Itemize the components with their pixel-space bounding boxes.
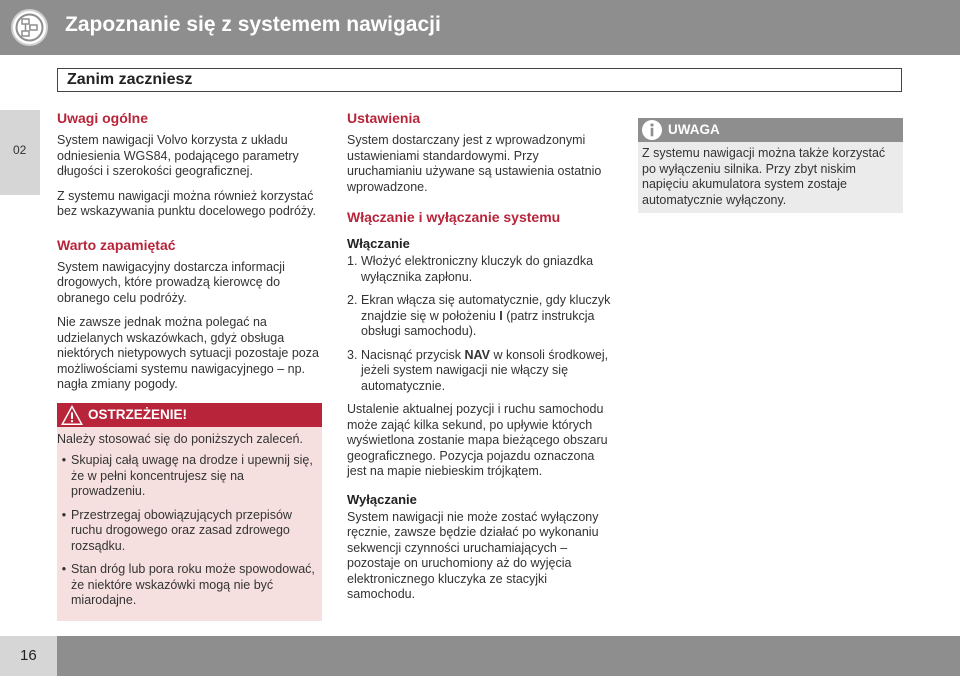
heading-remember: Warto zapamiętać: [57, 236, 176, 253]
section-title: Zanim zaczniesz: [67, 71, 193, 88]
paragraph: Ustalenie aktualnej pozycji i ruchu samochodu może zająć kilka sekund, po upływie których wyświetlona zostanie mapa bieżącego obszaru geograficznego. Pozycja pojazdu oznaczona jest na mapie niebieskim trójkątem.: [347, 402, 608, 478]
steps-list: [347, 254, 612, 394]
page-number: 16: [20, 647, 37, 664]
navigation-system-icon: [11, 9, 48, 46]
warning-box: [57, 403, 322, 621]
chapter-number: 02: [13, 143, 27, 157]
chapter-tab: [0, 110, 40, 195]
column-3: [638, 114, 903, 213]
section-bar: [57, 68, 902, 92]
page-number-box: [0, 636, 57, 676]
list-item: • Stan dróg lub pora roku może spowodować, że niektóre wskazówki mogą nie być miarodajne.: [61, 562, 315, 607]
heading-on-off: Włączanie i wyłączanie systemu: [347, 209, 561, 225]
paragraph: System nawigacyjny dostarcza informacji drogowych, które prowadzą kierowcę do obranego celu podróży.: [57, 259, 285, 305]
heading-settings: Ustawienia: [347, 110, 421, 126]
paragraph: System nawigacji Volvo korzysta z układu odniesienia WGS84, podającego parametry długości i szerokości geograficznej.: [57, 133, 299, 178]
warning-intro: Należy stosować się do poniższych zaleceń.: [57, 431, 303, 446]
warning-body: [57, 427, 322, 621]
list-item: 1. Włożyć elektroniczny kluczyk do gniazdka wyłącznika zapłonu.: [347, 254, 594, 284]
list-item: 3. Nacisnąć przycisk NAV w konsoli środkowej, jeżeli system nawigacji nie włączy się automatycznie.: [347, 347, 609, 393]
note-title: UWAGA: [668, 122, 720, 138]
subheading-off: Wyłączanie: [347, 491, 417, 507]
info-icon: [640, 119, 664, 141]
warning-title: OSTRZEŻENIE!: [88, 406, 188, 422]
list-item: 2. Ekran włącza się automatycznie, gdy kluczyk znajdzie się w położeniu I (patrz instrukcja obsługi samochodu).: [347, 293, 611, 338]
heading-general-notes: Uwagi ogólne: [57, 110, 148, 126]
column-2: [347, 110, 612, 612]
paragraph: Z systemu nawigacji można również korzystać bez wskazywania punktu docelowego podróży.: [57, 188, 316, 218]
page-header: [0, 0, 960, 55]
page-footer: [0, 636, 960, 676]
warning-header: [57, 403, 322, 427]
note-header: [638, 118, 903, 142]
note-box: [638, 118, 903, 213]
warning-triangle-icon: [60, 404, 84, 426]
paragraph: System nawigacji nie może zostać wyłączony ręcznie, zawsze będzie działać po wykonaniu sekwencji czynności uruchamiających – pozostaje on uruchomiony aż do wyjęcia elektronicznego kluczyka ze stacyjki samochodu.: [347, 509, 599, 601]
note-body: Z systemu nawigacji można także korzystać po wyłączeniu silnika. Przy zbyt niskim napięciu akumulatora system zostaje automatycznie wyłączony.: [638, 142, 903, 213]
subheading-on: Włączanie: [347, 236, 410, 251]
paragraph: System dostarczany jest z wprowadzonymi ustawieniami standardowymi. Przy uruchamianiu używane są ustawienia ostatnio wprowadzone.: [347, 133, 602, 194]
page-title: Zapoznanie się z systemem nawigacji: [65, 13, 441, 36]
list-item: • Przestrzegaj obowiązujących przepisów ruchu drogowego oraz zasad zdrowego rozsądku.: [61, 507, 292, 553]
column-1: [57, 110, 322, 621]
list-item: • Skupiaj całą uwagę na drodze i upewnij się, że w pełni koncentrujesz się na prowadzeniu.: [61, 453, 313, 498]
warning-list: [57, 453, 320, 609]
paragraph: Nie zawsze jednak można polegać na udzielanych wskazówkach, gdyż obsługa niektórych nietypowych sytuacji pozostaje poza możliwościami systemu nawigacyjnego – np. nagła zmiany pogody.: [57, 315, 319, 391]
